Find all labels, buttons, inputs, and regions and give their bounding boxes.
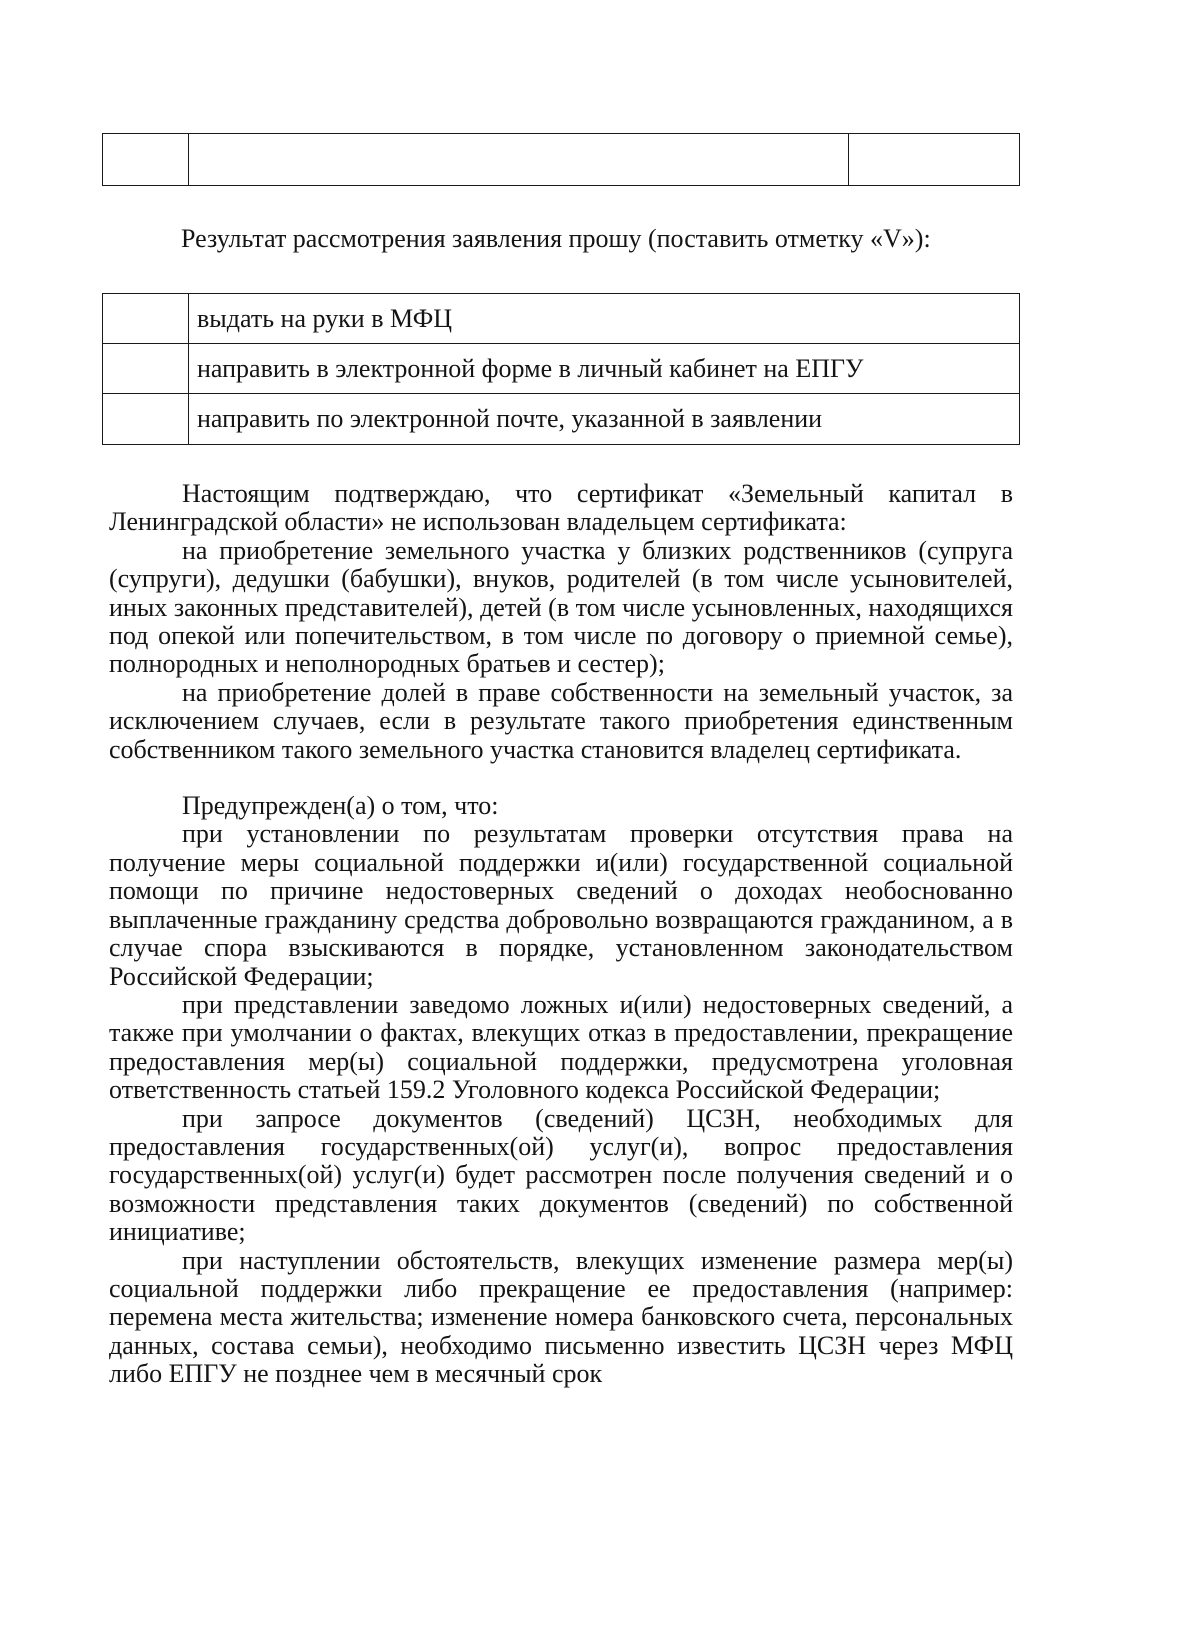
- confirmation-item: на приобретение земельного участка у близких родственников (супруга (супруги), дедушки (бабушки), внуков, родителей (в том числе усыновителей, иных законных представителей), детей (в том числе усыновленных, находящихся под опекой или попечительством, в том числе по договору о приемной семье), полнородных и неполнородных братьев и сестер);: [109, 535, 1013, 679]
- delivery-option-checkbox-mfc[interactable]: [103, 294, 189, 343]
- empty-table-cell-mark[interactable]: [849, 134, 1019, 185]
- delivery-option-checkbox-epgu[interactable]: [103, 344, 189, 393]
- empty-table-cell-number[interactable]: [103, 134, 189, 185]
- delivery-option-row: [103, 394, 1019, 444]
- delivery-option-row: [103, 294, 1019, 344]
- declaration-body: [109, 480, 1013, 1389]
- delivery-option-label: направить по электронной почте, указанной в заявлении: [197, 404, 823, 433]
- empty-table-cell-content[interactable]: [189, 134, 849, 185]
- empty-form-table: [102, 133, 1020, 186]
- delivery-option-row: [103, 344, 1019, 394]
- delivery-option-label: направить в электронной форме в личный кабинет на ЕПГУ: [197, 354, 864, 383]
- result-request-instruction: Результат рассмотрения заявления прошу (поставить отметку «V»):: [181, 224, 931, 253]
- warning-item: при установлении по результатам проверки отсутствия права на получение меры социальной поддержки и(или) государственной социальной помощи по причине недостоверных сведений о доходах необоснованно выплаченные гражданину средства добровольно возвращаются гражданином, а в случае спора взыскиваются в порядке, установленном законодательством Российской Федерации;: [109, 819, 1013, 991]
- warning-item: при представлении заведомо ложных и(или) недостоверных сведений, а также при умолчании о фактах, влекущих отказ в предоставлении, прекращение предоставления мер(ы) социальной поддержки, предусмотрена уголовная ответственность статьей 159.2 Уголовного кодекса Российской Федерации;: [109, 989, 1013, 1105]
- warning-item: при наступлении обстоятельств, влекущих изменение размера мер(ы) социальной поддержки либо прекращение ее предоставления (например: перемена места жительства; изменение номера банковского счета, персональных данных, состава семьи), необходимо письменно известить ЦСЗН через МФЦ либо ЕПГУ не позднее чем в месячный срок: [109, 1245, 1013, 1389]
- delivery-option-label: выдать на руки в МФЦ: [197, 304, 453, 333]
- certificate-confirmation-statement: Настоящим подтверждаю, что сертификат «Земельный капитал в Ленинградской области» не использован владельцем сертификата:: [109, 479, 1013, 537]
- delivery-options-table: [102, 293, 1020, 445]
- confirmation-item: на приобретение долей в праве собственности на земельный участок, за исключением случаев, если в результате такого приобретения единственным собственником такого земельного участка становится владелец сертификата.: [109, 677, 1013, 764]
- warning-heading: Предупрежден(а) о том, что:: [182, 791, 499, 821]
- warning-item: при запросе документов (сведений) ЦСЗН, необходимых для предоставления государственных(ой) услуг(и), вопрос предоставления государственных(ой) услуг(и) будет рассмотрен после получения сведений и о возможности представления таких документов (сведений) по собственной инициативе;: [109, 1103, 1013, 1247]
- delivery-option-checkbox-email[interactable]: [103, 394, 189, 444]
